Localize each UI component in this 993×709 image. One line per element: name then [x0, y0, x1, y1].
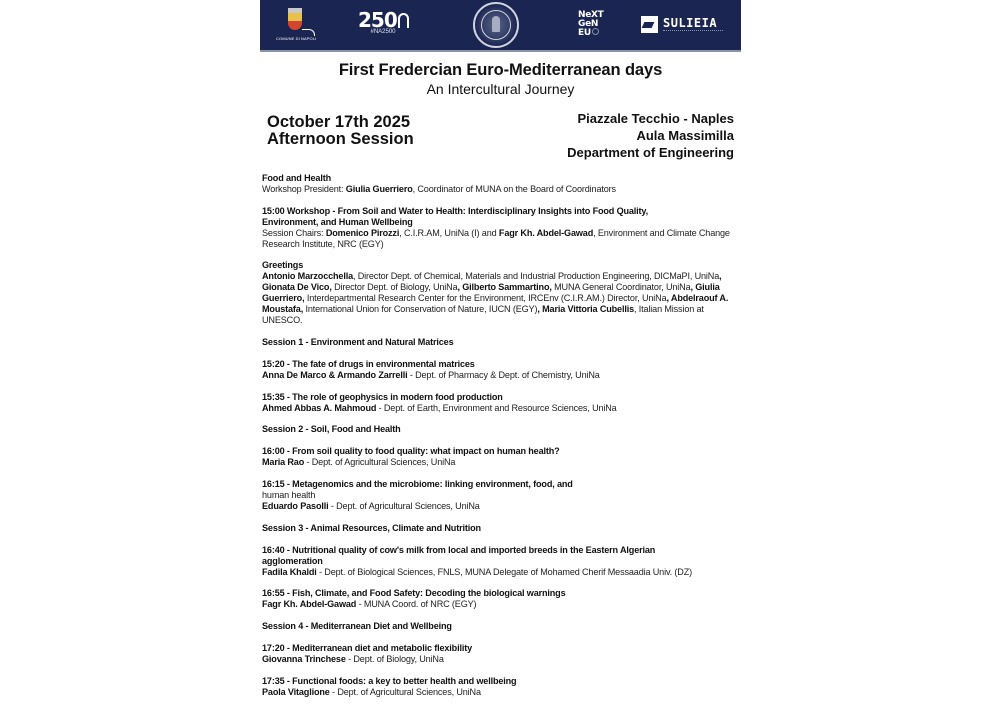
talk-affiliation: - Dept. of Agricultural Sciences, UniNa [329, 686, 481, 697]
chairs-label: Session Chairs: [262, 227, 326, 238]
greetings-list [262, 271, 740, 326]
workshop-block [262, 206, 740, 250]
talk-speaker: Maria Rao [262, 457, 305, 468]
session-chairs [262, 228, 740, 250]
talk-title-continued: human health [262, 490, 316, 501]
sulieia-mark-icon [641, 16, 658, 33]
session-3-heading [262, 523, 740, 534]
talk [262, 643, 740, 665]
greeter-role: MUNA General Coordinator, UniNa [551, 282, 691, 293]
greeter-role: Interdepartmental Research Center for the Environment, IRCEnv (C.I.R.AM.) Director, UniNa [304, 293, 667, 304]
event-subtitle: An Intercultural Journey [426, 81, 575, 97]
date-block [267, 114, 414, 148]
talk-title: 17:20 - Mediterranean diet and metabolic flexibility [262, 643, 473, 654]
talk-title: 17:35 - Functional foods: a key to better health and wellbeing [262, 676, 517, 686]
talk-affiliation: - Dept. of Pharmacy & Dept. of Chemistry, UniNa [407, 369, 600, 380]
session-heading: Session 2 - Soil, Food and Health [262, 424, 401, 435]
talk [262, 676, 740, 698]
session-4-heading [262, 621, 740, 632]
greeter-name: , Gionata De Vico, [262, 271, 722, 293]
nextgen-line-3: EU [578, 28, 591, 38]
talk-title: 16:40 - Nutritional quality of cow's milk from local and imported breeds in the Eastern Algerian [262, 544, 656, 555]
logo-2500-text: 25 [358, 8, 384, 32]
talk [262, 545, 740, 578]
nextgen-line-1: NeXT [578, 10, 604, 20]
talk-affiliation: - Dept. of Biology, UniNa [345, 654, 444, 665]
logo-2500-caption: #NA2500 [370, 29, 396, 35]
talk [262, 359, 740, 381]
talk-affiliation: - MUNA Coord. of NRC (EGY) [356, 599, 477, 610]
banner-divider [260, 50, 741, 52]
talk-affiliation: - Dept. of Earth, Environment and Resource Sciences, UniNa [376, 402, 617, 413]
greeter-role: , Italian Mission at UNESCO. [262, 304, 704, 325]
sulieia-logo [641, 15, 736, 37]
event-title: First Fredercian Euro-Mediterranean days [338, 61, 663, 79]
workshop-president [262, 184, 740, 195]
talk-speaker: Eduardo Pasolli [262, 500, 329, 511]
wave-icon [302, 29, 315, 36]
greeter-name: Antonio Marzocchella [262, 271, 353, 282]
greetings-heading: Greetings [262, 260, 304, 271]
greeter-role: , Director Dept. of Chemical, Materials and Industrial Production Engineering, DICMaPI, UniNa [352, 271, 720, 282]
napoli-logo-caption: COMUNE DI NAPOLI [276, 36, 317, 41]
session-1-heading [262, 337, 740, 348]
talk-title: 15:35 - The role of geophysics in modern food production [262, 391, 503, 402]
talk-speaker: Ahmed Abbas A. Mahmoud [262, 402, 377, 413]
napoli-shield-icon [288, 8, 302, 30]
session-heading: Session 4 - Mediterranean Diet and Wellbeing [262, 621, 452, 632]
greeter-name: , Giulia Guerriero, [262, 282, 720, 304]
seal-figure-icon [492, 16, 500, 32]
greeter-role: Director Dept. of Biology, UniNa [331, 282, 458, 293]
talk [262, 588, 740, 610]
venue-line-3: Department of Engineering [567, 145, 734, 160]
talk [262, 446, 740, 468]
napoli-2500-logo [358, 10, 418, 40]
sulieia-tagline [663, 30, 723, 34]
program-page [260, 0, 741, 701]
event-session: Afternoon Session [267, 130, 414, 148]
workshop-title-line-1: 15:00 Workshop - From Soil and Water to Health: Interdisciplinary Insights into Food Quality, [262, 205, 649, 216]
talk-title: 16:15 - Metagenomics and the microbiome: linking environment, food, and [262, 479, 573, 490]
venue-block [567, 110, 734, 161]
talk [262, 392, 740, 414]
session-heading: Session 3 - Animal Resources, Climate and Nutrition [262, 522, 481, 533]
workshop-title-line-2: Environment, and Human Wellbeing [262, 216, 413, 227]
talk-affiliation: - Dept. of Agricultural Sciences, UniNa [328, 500, 480, 511]
greetings-block [262, 260, 740, 325]
nextgen-line-2: GeN [578, 18, 599, 29]
talk-speaker: Fadila Khaldi [262, 566, 317, 577]
chair-1-role: , C.I.R.AM, UniNa (I) and [399, 227, 499, 238]
sponsor-banner [260, 0, 741, 50]
talk-title: 15:20 - The fate of drugs in environmental matrices [262, 358, 475, 369]
talk-speaker: Fagr Kh. Abdel-Gawad [262, 599, 357, 610]
intro-block [262, 173, 740, 195]
nextgen-eu-logo [578, 11, 618, 41]
greeter-name: , Gilberto Sammartino, [457, 282, 552, 293]
program-body [262, 173, 740, 709]
session-heading: Session 1 - Environment and Natural Matrices [262, 336, 454, 347]
university-seal-logo [473, 2, 519, 48]
talk-affiliation: - Dept. of Biological Sciences, FNLS, MUNA Delegate of Mohamed Cherif Messaadia Univ. (DZ) [316, 566, 692, 577]
venue-line-1: Piazzale Tecchio - Naples [577, 111, 734, 126]
arch-icon [398, 13, 409, 28]
chair-2-role: , Environment and Climate Change Research Institute, NRC (EGY) [262, 227, 730, 249]
venue-line-2: Aula Massimilla [636, 128, 734, 143]
chair-2-name: Fagr Kh. Abdel-Gawad [498, 227, 594, 238]
talk-affiliation: - Dept. of Agricultural Sciences, UniNa [304, 457, 456, 468]
talk-speaker: Anna De Marco & Armando Zarrelli [262, 369, 408, 380]
logo-2500-text-0: 0 [383, 8, 397, 32]
chair-1-name: Domenico Pirozzi [325, 227, 400, 238]
talk-title: 16:00 - From soil quality to food quality: what impact on human health? [262, 446, 560, 457]
comune-di-napoli-logo [276, 6, 316, 46]
talk-title-continued: agglomeration [262, 555, 323, 566]
talk [262, 479, 740, 512]
talk-title: 16:55 - Fish, Climate, and Food Safety: Decoding the biological warnings [262, 588, 566, 599]
eu-ring-icon [592, 28, 599, 35]
president-role: , Coordinator of MUNA on the Board of Coordinators [412, 183, 616, 194]
president-label: Workshop President: [262, 183, 346, 194]
talk-speaker: Paola Vitaglione [262, 686, 330, 697]
event-date: October 17th 2025 [267, 113, 411, 131]
intro-heading: Food and Health [262, 173, 331, 183]
greeter-name: , Abdelraouf A. Moustafa, [262, 293, 729, 315]
president-name: Giulia Guerriero [345, 183, 413, 194]
greeter-name: , Maria Vittoria Cubellis [537, 304, 635, 315]
talk-speaker: Giovanna Trinchese [262, 654, 346, 665]
session-2-heading [262, 424, 740, 435]
greeter-role: International Union for Conservation of Nature, IUCN (EGY) [303, 304, 538, 315]
sulieia-text: SULIEIA [663, 16, 718, 30]
